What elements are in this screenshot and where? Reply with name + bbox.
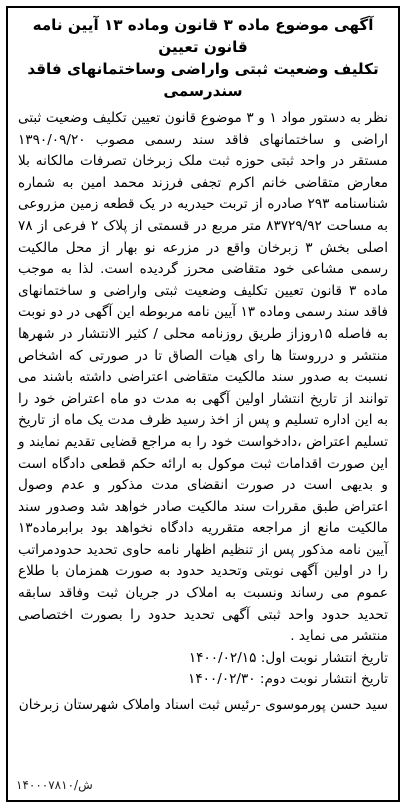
- publication-date-second: تاریخ انتشار نوبت دوم: ۱۴۰۰/۰۲/۳۰: [188, 671, 388, 688]
- notice-body: نظر به دستور مواد ۱ و ۳ موضوع قانون تعیین تکلیف وضعیت ثبتی اراضی و ساختمانهای فاقد سند رسمی مصوب ۱۳۹۰/۰۹/۲۰ مستقر در واحد ثبتی حوزه ثبت ملک زبرخان تصرفات مالکانه بلا معارض متقاضی خانم اکرم تجفی فرزند محمد امین به شماره شناسنامه ۲۹۳ صادره از تربت حیدریه در یک قطعه زمین مزروعی به مساحت ۸۳۷۲۹/۹۲ متر مربع در قسمتی از پلاک ۲ فرعی از ۷۸ اصلی بخش ۳ زبرخان واقع در مزرعه نو بهار از محل مالکیت رسمی مشاعی خود متقاضی محرز گردیده است. لذا به موجب ماده ۳ قانون تعیین تکلیف وضعیت ثبتی واراضی و ساختمانهای فاقد سند رسمی وماده ۱۳ آیین نامه مربوطه این آگهی در دو نوبت به فاصله ۱۵روزاز طریق روزنامه محلی / کثیر الانتشار در شهرها منتشر و درروستا ها رای هیات الصاق تا در صورتی که اشخاص نسبت به صدور سند مالکیت متقاضی اعتراضی داشته باشند می توانند از تاریخ انتشار اولین آگهی به مدت دو ماه اعتراض خود را به این اداره تسلیم و پس از اخذ رسید ظرف مدت یک ماه از تاریخ تسلیم اعتراض ،دادخواست خود را به مراجع قضایی تقدیم نمایند و این صورت اقدامات ثبت موکول به ارائه حکم قطعی دادگاه است و بدیهی است در صورت انقضای مدت مذکور و عدم وصول اعتراض طبق مقررات سند مالکیت صادر خواهد شد وصدور سند مالکیت مانع از مراجعه متقرریه دادگاه نخواهد بود برابرماده۱۳ آیین نامه مذکور پس از تنظیم اظهار نامه حاوی تحدید حدودمراتب را در اولین آگهی نوبتی وتحدید حدود به صورت همزمان با طلاع عموم می رساند ونسبت به املاک در جریان ثبت وفاقد سابقه تحدید حدود واحد ثبتی آگهی تحدید حدود را بصورت اختصاصی منتشر می نماید .: [18, 110, 389, 645]
- notice-signer: سید حسن پورموسوی -رئیس ثبت اسناد واملاک شهرستان زبرخان: [18, 697, 388, 714]
- legal-notice: [6, 6, 400, 802]
- reference-code: ۱۴۰۰۰۷۸۱۰/ش: [16, 778, 93, 792]
- notice-title: [18, 14, 388, 102]
- publication-date-first: تاریخ انتشار نوبت اول: ۱۴۰۰/۰۲/۱۵: [188, 649, 388, 666]
- notice-title-line-1: آگهی موضوع ماده ۳ قانون وماده ۱۳ آیین نامه قانون تعیین: [32, 16, 374, 56]
- notice-title-line-2: تکلیف وضعیت ثبتی واراضی وساختمانهای فاقد سندرسمی: [27, 60, 379, 100]
